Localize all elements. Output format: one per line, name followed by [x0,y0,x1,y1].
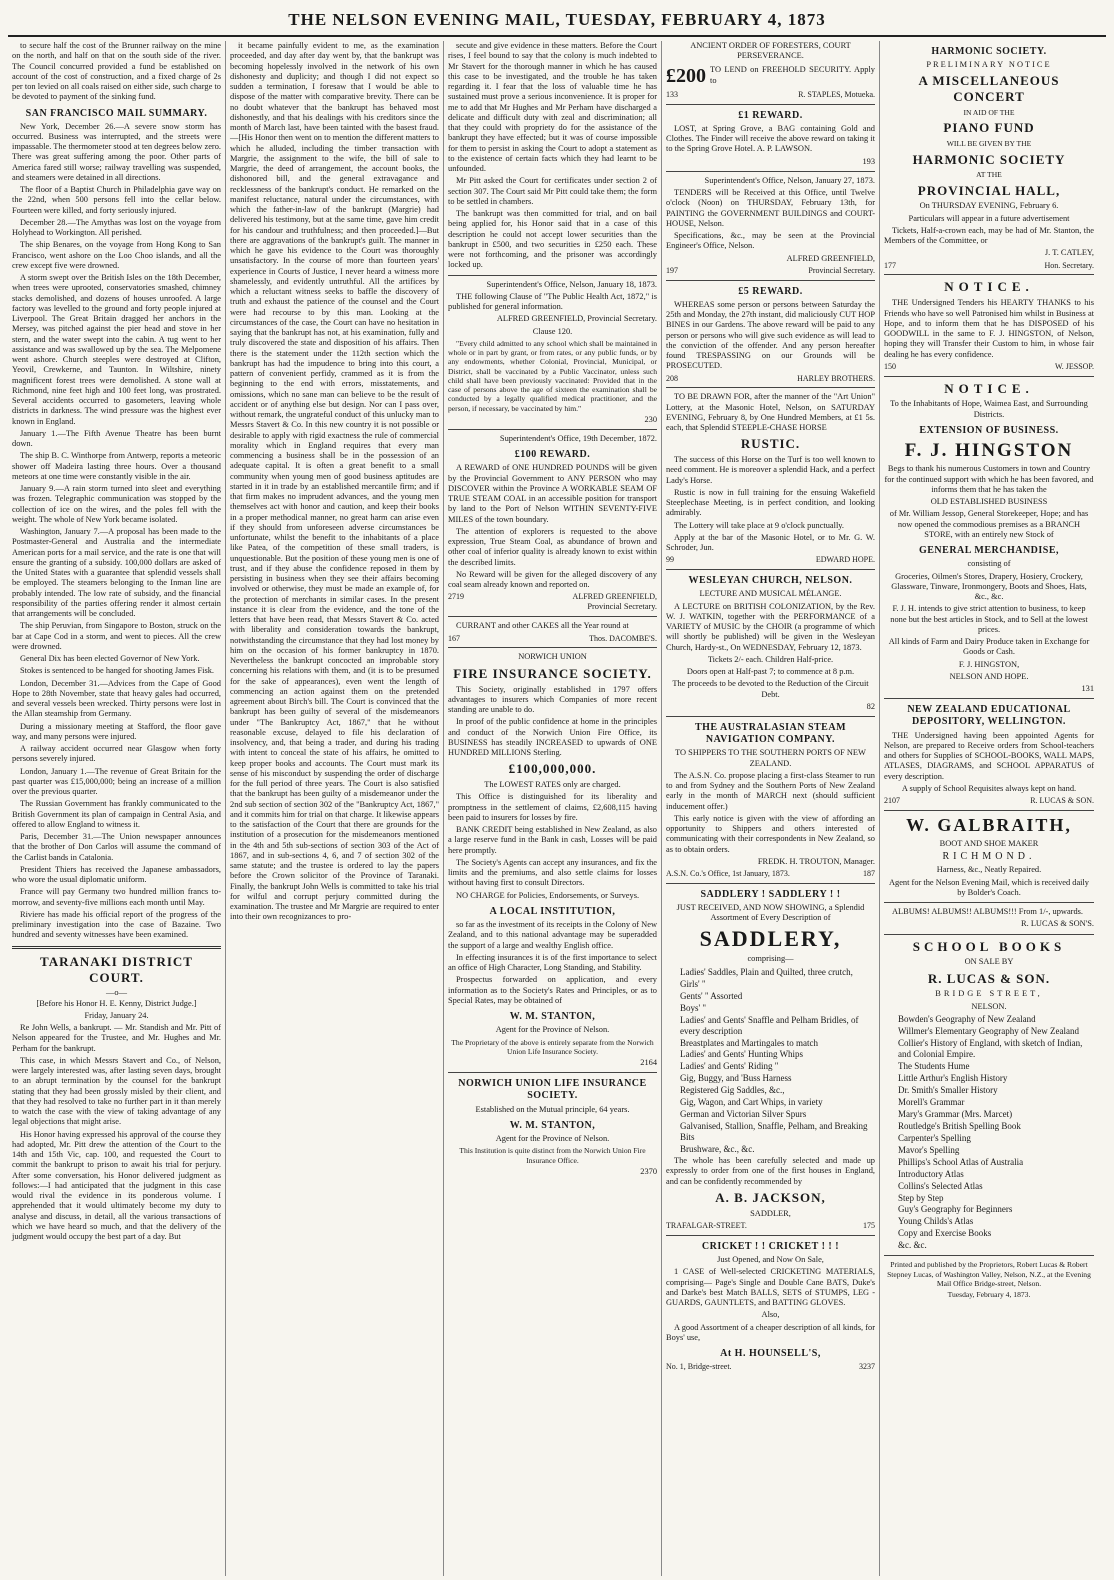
hingston-text-2: of Mr. William Jessop, General Storekeeper, Hope; and has now opened the commodious premises as a BRANCH STORE, with an entirely new Stock of [889,509,1089,539]
lecture-proceeds: The proceeds to be devoted to the Reduction of the Circuit Debt. [672,679,869,699]
paragraph: Re John Wells, a bankrupt. — Mr. Standish and Mr. Pitt of Nelson appeared for the Trustee, and Mr. Hughes and Mr. Perham for the bankrupt. [12,1023,221,1053]
divider [666,280,875,281]
paragraph: The ship B. C. Winthorpe from Antwerp, reports a meteoric shower off Madeira lasting three hours. Over a thousand meteors at one time were constantly visible in the air. [12,451,221,481]
section-heading: SAN FRANCISCO MAIL SUMMARY. [25,107,208,119]
court-heading: TARANAKI DISTRICT COURT. [40,953,193,985]
life-insurance-heading: NORWICH UNION LIFE INSURANCE SOCIETY. [458,1078,647,1102]
steam-navigation-heading: THE AUSTRALASIAN STEAM NAVIGATION COMPANY. [694,722,847,746]
divider [666,569,875,570]
notice-office: Superintendent's Office, 19th December, 1872. [499,434,657,443]
cricket-heading: CRICKET ! ! CRICKET ! ! ! [701,1240,840,1252]
paragraph: London, December 31.—Advices from the Cape of Good Hope to 28th November, state that heavy gales had occurred, and several vessels been wrecked. Thirty persons were lost in the Allan steamship from Germany. [12,678,221,719]
ad-number: 2164 [640,1058,657,1068]
insurance-text [448,685,657,759]
hop-bines-text: WHEREAS some person or persons between Saturday the 25th and Monday, the 27th instant, did maliciously CUT HOP BINES in our Gardens. The above reward will be paid to any person or persons who will give such evidence as will lead to the conviction of the offender. And any person hereafter found TRESPASSING on our Grounds will be PROSECUTED. [666,299,875,371]
life-insurance-role: Agent for the Province of Nelson. [495,1134,610,1144]
lecture-doors: Doors open at Half-past 7; to commence at 8 p.m. [686,667,855,677]
list-item: Morell's Grammar [898,1096,965,1107]
saddlery-comprising: comprising— [747,954,794,964]
galbraith-trade: BOOT AND SHOE MAKER [939,838,1039,848]
paragraph: The success of this Horse on the Turf is too well known to need comment. He is moreover a splendid Hack, and a perfect Lady's Horse. [666,455,875,485]
school-books-sale: ON SALE BY [964,957,1014,967]
ad-number: 2107 [884,796,900,806]
list-item: Brushware, &c., &c. [680,1144,755,1155]
paragraph: The Society's Agents can accept any insurances, and fix the limits and the premiums, and also settle claims for losses without having first to consult Directors. [448,857,657,888]
school-books-heading: SCHOOL BOOKS [912,938,1066,954]
list-item: Girls' " [680,978,706,989]
ad-number: 150 [884,361,896,371]
paragraph: The attention of explorers is requested to the above expression, True Steam Coal, as abundance of brown and other coal of inferior quality is already known to exist within the described limits. [448,526,657,567]
hingston-name: F. J. HINGSTON [904,440,1074,462]
church-heading: WESLEYAN CHURCH, NELSON. [688,575,853,587]
concert-particulars: Particulars will appear in a future advertisement [908,213,1070,223]
list-item: Willmer's Elementary Geography of New Zealand [898,1025,1079,1036]
list-item: Carpenter's Spelling [898,1132,971,1143]
divider [884,274,1094,275]
paragraph: The Lottery will take place at 9 o'clock punctually. [674,520,845,530]
paragraph: so far as the investment of its receipts in the Colony of New Zealand, and to this national advantage may be superadded the support of a large and wealthy English office. [448,920,657,950]
paragraph: London, January 1.—The revenue of Great Britain for the past quarter was £15,000,000; being an increase of a million over the previous quarter. [12,766,221,797]
paragraph: Rustic is now in full training for the ensuing Wakefield Steeplechase Meeting, is in perfect condition, and looking admirably. [666,487,875,518]
life-insurance-text: Established on the Mutual principle, 64 years. [475,1104,630,1114]
paragraph: The bankrupt was then committed for trial, and on bail being applied for, his Honor said that in a case of this description he could not accept lower securities than the bankrupt in £500, and two securities in £250 each. These were not forthcoming, and the prisoner was accordingly locked up. [448,209,657,270]
insurance-heading: NORWICH UNION [518,652,587,662]
notice-office: Superintendent's Office, Nelson, January 18, 1873. [486,279,657,289]
list-item: Gig, Buggy, and 'Buss Harness [680,1073,792,1084]
hingston-old-business: OLD ESTABLISHED BUSINESS [930,497,1048,507]
list-item: Dr. Smith's Smaller History [898,1084,998,1095]
concert-tickets: Tickets, Half-a-crown each, may be had of Mr. Stanton, the Members of the Committee, or [884,225,1094,246]
school-books-street: BRIDGE STREET, [935,989,1043,999]
cakes-signature: Thos. DACOMBE'S. [589,633,657,643]
cricket-also: Also, [761,1310,780,1320]
list-item: Galvanised, Stallion, Snaffle, Pelham, and Breaking Bits [680,1121,868,1143]
depository-text: THE Undersigned having been appointed Agents for Nelson, are prepared to Receive orders from School-teachers and others for Supplies of SCHOOL-BOOKS, WALL MAPS, ATLASES, DIAGRAMS, and SCHOOL APPARATUS of every description. [884,730,1094,781]
intro-paragraph: to secure half the cost of the Brunner railway on the mine on the north, and half on that on the south side of the river. The Council concurred provided a fund be established on account of the cost of construction, and a fixed charge of 2s per ton levied on all coals raised on either side, such charge to be devoted to payment of the sinking fund. [12,41,221,102]
court-date: Friday, January 24. [84,1010,149,1020]
divider [884,1255,1094,1256]
list-item: Collins's Selected Atlas [898,1180,983,1191]
divider [666,1235,875,1236]
life-insurance-note: This Institution is quite distinct from the Norwich Union Fire Insurance Office. [459,1146,646,1165]
paragraph: No Reward will be given for the alleged discovery of any coal seam already known and reported on. [448,569,657,590]
notice-heading: NOTICE. [944,380,1034,396]
list-item: Copy and Exercise Books [898,1228,992,1239]
paragraph: BANK CREDIT being established in New Zealand, as also a large reserve fund in the Bank in cash, Losses will be paid here promptly. [448,825,657,855]
ad-number: 197 [666,265,678,275]
extension-heading: EXTENSION OF BUSINESS. [919,424,1059,436]
galbraith-place: RICHMOND. [942,851,1036,863]
ad-number: 3237 [859,1362,875,1372]
notice-signature: ALFRED GREENFIELD, [572,592,657,602]
reward-text [448,463,657,590]
divider [666,883,875,884]
saddlery-text: The whole has been carefully selected and made up expressly to order from one of the first houses in England, and can be confidently recommended by [666,1156,875,1186]
paragraph: Riviere has made his official report of the progress of the preliminary investigation into the case of Bazaine. Two hundred and seventy witnesses have been examined. [12,909,221,940]
school-books-place: NELSON. [971,1001,1007,1011]
saddlery-items [666,967,875,1156]
depository-signature: R. LUCAS & SON. [1030,796,1094,806]
paragraph: This case, in which Messrs Stavert and Co., of Nelson, were largely interested was, after lasting seven days, brought to an abrupt termination by the counsel for the bankrupt stating that they had been grossly misled by their client, and that they had resolved to take no further part in it than merely to watch the case with the view of taking advantage of any legal objections that might arise. [12,1055,221,1127]
concert-role: Hon. Secretary. [1044,260,1094,270]
ad-number: 2719 [448,592,464,602]
ad-number: 99 [666,555,674,565]
steam-navigation-signature: FREDK. H. TROUTON, Manager. [757,856,875,866]
columns [8,41,1106,1576]
saddlery-heading: SADDLERY ! SADDLERY ! ! [700,888,841,900]
saddlery-subheading: JUST RECEIVED, AND NOW SHOWING, a Splendid Assortment of Every Description of [676,903,865,923]
insurance-text-3 [448,920,657,1006]
column-3 [444,41,662,1576]
divider [666,104,875,105]
loan-amount: £200 [666,64,706,87]
cricket-address: No. 1, Bridge-street. [666,1362,732,1372]
news-list [12,122,221,941]
depository-heading: NEW ZEALAND EDUCATIONAL DEPOSITORY, WELLINGTON. [907,704,1071,728]
paragraph: The ship Peruvian, from Singapore to Boston, struck on the bar at Cape Cod in a storm, and went to pieces. All the crew were drowned. [12,621,221,651]
insurance-amount: £100,000,000. [508,761,597,777]
paragraph: Washington, January 7.—A proposal has been made to the Postmaster-General and Australia and the intermediate American ports for a mail service, and the rate is one that will ensure the granting of a subsidy. 100,000 dollars are asked of the United States with a guarantee that splendid vessels shall be employed. The steamers belonging to the Inman line are probably intended. The low rate of subsidy, and the financial responsibility of the parties offering render it almost certain that arrangements will be concluded. [12,527,221,619]
notice-heading: NOTICE. [944,279,1034,295]
saddlery-title: SADDLERY, [699,925,842,951]
paragraph: NO CHARGE for Policies, Endorsements, or Surveys. [456,890,640,900]
divider [884,902,1094,903]
hop-bines-signature: HARLEY BROTHERS. [797,373,875,383]
reward-heading: £1 REWARD. [738,109,803,121]
court-report-end [448,41,657,271]
list-item: Mavor's Spelling [898,1144,960,1155]
reward-heading: £100 REWARD. [514,449,591,461]
list-item: Guy's Geography for Beginners [898,1204,1013,1215]
hingston-signature: F. J. HINGSTON, [958,659,1020,669]
galbraith-text: Harness, &c., Neatly Repaired. [936,865,1042,875]
paragraph: General Dix has been elected Governor of New York. [20,654,200,664]
concert-signature: J. T. CATLEY, [1044,248,1094,258]
notice-signature: ALFRED GREENFIELD, [786,253,875,263]
list-item: Step by Step [898,1192,944,1203]
paragraph: A railway accident occurred near Glasgow when forty persons severely injured. [12,744,221,764]
list-item: Mary's Grammar (Mrs. Marcet) [898,1108,1013,1119]
ad-number: 133 [666,89,678,99]
divider [448,647,657,648]
list-item: The Students Hume [898,1060,970,1071]
paragraph: secute and give evidence in these matters. Before the Court rises, I feel bound to say that the colony is much indebted to Mr Stavert for the thorough manner in which he has caused this case to be investigated, and the trouble he has taken regarding it. I fear that the loss of valuable time he has sustained must prove a serious inconvenience. It is proper for me to add that Mr Hughes and Mr Perham have discharged a delicate and difficult duty with zeal and discrimination; all that they could with propriety do for the assistance of the bankrupt they have effected; but it was of course impossible for them to persist in asking the Court to adopt a statement as to the existence of certain facts which they had learnt to be unfounded. [448,41,657,173]
insurance-text-2 [448,792,657,901]
foresters-heading: ANCIENT ORDER OF FORESTERS, COURT PERSEVERANCE. [690,41,851,61]
concert-date: On THURSDAY EVENING, February 6. [919,201,1059,211]
notice-text: THE following Clause of "The Public Health Act, 1872," is published for general information. [448,291,657,311]
paragraph: A REWARD of ONE HUNDRED POUNDS will be given by the Provincial Government to ANY PERSON who may DISCOVER within the Province A WORKABLE SEAM OF TRUE STEAM COAL in an accessible position for transport by land to the Port of Nelson WITHIN SEVENTY-FIVE MILES of the town boundary. [448,463,657,524]
merchandise-heading: GENERAL MERCHANDISE, [918,545,1060,557]
court-report-continued [230,41,439,923]
merchandise-list: Groceries, Oilmen's Stores, Drapery, Hosiery, Crockery, Glassware, Tinware, Ironmongery, Boots and Shoes, Hats, &c., &c. [891,571,1087,601]
paragraph: Paris, December 31.—The Union newspaper announces that the brother of Don Carlos will assume the command of the Carlist bands in Catalonia. [12,832,221,862]
jessop-notice-text: THE Undersigned Tenders his HEARTY THANKS to his Friends who have so well Patronised him whilst in Business at Hope, and to inform them that he has DISPOSED of his GOODWILL in the same to F. J. HINGSTON, of Nelson, hoping they will Transfer their Custom to him, in whose fair dealing he has every confidence. [884,298,1094,359]
paragraph: President Thiers has received the Japanese ambassadors, who wore the usual diplomatic uniform. [12,864,221,885]
masthead: THE NELSON EVENING MAIL, TUESDAY, FEBRUARY 4, 1873 [8,6,1106,37]
preliminary-notice: PRELIMINARY NOTICE [926,60,1052,70]
column-5 [880,41,1098,1576]
cricket-text-2: A good Assortment of a cheaper description of all kinds, for Boys' use, [666,1322,875,1342]
steam-navigation-office: A.S.N. Co.'s Office, 1st January, 1873. [666,869,790,879]
divider [884,810,1094,811]
lottery-signature: EDWARD HOPE. [815,555,875,565]
cakes-text: CURRANT and other CAKES all the Year round at [456,621,629,631]
saddler-address: TRAFALGAR-STREET. [666,1221,747,1231]
ad-number: 175 [863,1221,875,1231]
steam-navigation-subheading: TO SHIPPERS TO THE SOUTHERN PORTS OF NEW ZEALAND. [675,748,866,768]
cricket-subheading: Just Opened, and Now On Sale, [717,1255,824,1264]
insurance-note: The Proprietary of the above is entirely separate from the Norwich Union Life Insurance Society. [451,1037,654,1056]
paragraph: it became painfully evident to me, as the examination proceeded, and day after day went by, that the bankrupt was becoming hopelessly involved in the network of his own dishonesty and duplicity; and though I did not expect so sudden a termination, I foresaw that I would be able to dispose of the matter with comparative brevity. There can be no doubt whatever that the bankrupt has behaved most dishonestly, and that his dealings with his creditors since the month of March last, have been tainted with the basest fraud.—[His Honor then went on to mention the different matters to which he alluded, including the timber transaction with Margrie, the assignment to the wife, the bill of sale to Margrie, the deed of arrangement, the account books, the dishonored bill, and the general extravagance and recklessness of the bankrupt's conduct. He remarked on the manifest reluctance, natural under the circumstances, with which the father-in-law of the bankrupt (Margrie) had delivered his testimony, but at the same time, gave him credit for his candour and truthfulness; and then proceeded.]—But there are aggravations of the bankrupt's guilt. The manner in which he gave his evidence to the Court was thoroughly unsatisfactory. In the course of more than fourteen years' experience in Courts of Justice, I never heard a witness more shamelessly, and evidently untruthful. All the artifices by which a reluctant witness seeks to baffle the discovery of truth and exhaust the patience of the counsel and the Court were had recourse to by this man. Looking at the circumstances of the case, the Court can have no hesitation in saying that the bankrupt has not, at his examination, fully and truly discovered the state and disposition of his affairs. Then there is the statement under the 112th section which the bankrupt has had the impudence to bring into this court, a pattern of convenient perfidy, crammed as it is from the beginning to the end with errors, misstatements, and omissions, which no sane man can believe to be the result of accident or of anything else but design. Nor can I pass over, without remark, the ungrateful conduct of this unlucky man to Messrs Stavert & Co. In this new country it is not possible or desirable to apply with rigid exactness the rule of commercial morality which in England requires that every man commencing a business shall be in the possession of an adequate capital. It is often a great benefit to a small community when young men of good business aptitudes are started in it in trade by an established mercantile firm; and if that firm makes no imprudent advances, and the young men themselves act with honor and caution, and keep their books in a proper methodical manner, no great harm can arise even if they should from unforeseen adverse circumstances be unfortunate, whilst the benefit to the inhabitants of a place like Patea, of the competition of these small traders, is unquestionable. But the position of these young men is one of trust, and if they abuse the confidence reposed in them by persisting in business when they see their affairs becoming involved or otherwise, they must be made an example of, for the protection of merchants in similar cases. In the present instance it is clear from the evidence, and the tone of the letters that have been read, that Messrs Stavert & Co. acted with liberality and consideration towards the bankrupt, notwithstanding the circumstance that they had lost money by him on the occasion of his former bankruptcy in 1870. Nevertheless the bankrupt concocted an improbable story concerning his relations with them, and (it is to be presumed for the sake of appearances), even went the length of commencing an action against them on the pretended agreement about Birch's bill. The Court is convinced that the bankrupt has been guilty of several of the misdemeanors under "The Bankruptcy Act, 1867," that he without reasonable excuse, delayed to file his declaration of insolvency, and, that being a trader, and during his trading with intent to conceal the state of his affairs, he omitted to keep proper books and accounts. The Court must mark its sense of his misconduct by suspending the order of discharge for the full period of three years. The Court is also satisfied that the bankrupt has been guilty of a misdemeanor under the 2nd sub section of section 302 of the "Bankruptcy Act, 1867," and it commits him for trial on that charge. It likewise appears to the satisfaction of the Court that there are grounds for the institution of a prosecution for the misdemeanors mentioned in the 4th and 5th sub-sections of section 303 of the Act of 1867, and in sub-sections 4, 6, and 7 of section 302 of the same statute; and the trustee is ordered to lay the papers before the Crown solicitor of the Province of Taranaki. Finally, the bankrupt John Wells is committed to take his trial for wilful and corrupt perjury committed during the examination. The trustee and Mr Margrie are required to enter into their own recognizances to pro- [230,41,439,922]
ad-number: 177 [884,260,896,270]
column-4 [662,41,880,1576]
concert-at: AT THE [976,170,1002,180]
paragraph: During a missionary meeting at Stafford, the floor gave way, and many persons were injured. [12,721,221,741]
divider [448,1072,657,1073]
list-item: Phillips's School Atlas of Australia [898,1156,1024,1167]
church-subheading: LECTURE AND MUSICAL MÉLANGE. [699,589,842,599]
list-item: Routledge's British Spelling Book [898,1120,1021,1131]
paragraph: France will pay Germany two hundred million francs to-morrow, and seventy-five millions each month until May. [12,887,221,907]
list-item: Registered Gig Saddles, &c., [680,1085,785,1096]
divider [884,376,1094,377]
list-item: Young Childs's Atlas [898,1216,974,1227]
hingston-text-4: All kinds of Farm and Dairy Produce taken in Exchange for Goods or Cash. [888,637,1090,657]
loan-text: TO LEND on FREEHOLD SECURITY. Apply to [710,65,875,85]
insurance-agent: W. M. STANTON, [509,1011,596,1023]
cricket-seller: At H. HOUNSELL'S, [720,1348,821,1359]
galbraith-text-2: Agent for the Nelson Evening Mail, which is received daily by Bolder's Coach. [888,877,1089,897]
hingston-place: NELSON AND HOPE. [949,671,1029,681]
list-item: Ladies' and Gents' Hunting Whips [680,1049,804,1060]
imprint: Printed and published by the Proprietors, Robert Lucas & Robert Stepney Lucas, of Washington Valley, Nelson, N.Z., at the Evening Mail Office Bridge-street, Nelson. [887,1260,1091,1288]
divider [666,716,875,717]
albums-signature: R. LUCAS & SON'S. [1021,919,1094,929]
notice-addressee: To the Inhabitants of Hope, Waimea East, and Surrounding Districts. [890,399,1088,419]
paragraph: This early notice is given with the view of affording an opportunity to Shippers and others interested of communicating with their correspondents in New Zealand, so as to obtain orders. [666,813,875,854]
saddler-role: SADDLER, [750,1208,791,1218]
notice-role: Provincial Secretary. [808,265,875,275]
divider [12,946,221,949]
insurance-rates: The LOWEST RATES only are charged. [484,780,621,790]
galbraith-name: W. GALBRAITH, [906,814,1072,835]
list-item: Little Arthur's English History [898,1072,1008,1083]
paragraph: The floor of a Baptist Church in Philadelphia gave way on the 22nd, when 500 persons fell into the cellar below. Fourteen were killed, and forty seriously injured. [12,185,221,215]
paragraph: In effecting insurances it is of the first importance to select an office of High Character, Long Standing, and Stability. [448,952,657,973]
horse-name: RUSTIC. [740,436,801,452]
life-insurance-agent: W. M. STANTON, [509,1119,596,1131]
piano-fund: PIANO FUND [943,120,1035,136]
ad-number: 167 [448,633,460,643]
paragraph: This Office is distinguished for its liberality and promptness in the settlement of claims, £2,608,115 having been paid to insurers for losses by fire. [448,792,657,822]
concert-title: A MISCELLANEOUS CONCERT [918,73,1060,105]
imprint-date: Tuesday, February 4, 1873. [947,1290,1031,1300]
hingston-text: Begs to thank his numerous Customers in town and Country for the continued support with which he has been favored, and informs them that he has taken the [884,464,1094,494]
divider [448,275,657,276]
divider [666,387,875,388]
saddler-name: A. B. JACKSON, [715,1189,826,1205]
depository-text-2: A supply of School Requisites always kept on hand. [901,783,1077,793]
notice-role: Provincial Secretary. [587,602,657,612]
loan-signature: R. STAPLES, Motueka. [798,89,875,99]
school-books-list [884,1014,1094,1251]
paragraph: The Russian Government has frankly communicated to the British Government its plan of campaign in Central Asia, and offered to allow England to witness it. [12,799,221,829]
steam-navigation-text [666,771,875,855]
tenders-text: TENDERS will be Received at this Office, until Twelve o'clock (Noon) on THURSDAY, February 13th, for PAINTING the GOVERNMENT BUILDINGS and COURT-HOUSE, Nelson. [666,188,875,228]
notice-office: Superintendent's Office, Nelson, January 27, 1873. [704,175,875,185]
list-item: Gents' " Assorted [680,990,743,1001]
ad-number: 82 [866,701,875,711]
insurance-agent-role: Agent for the Province of Nelson. [495,1025,610,1035]
ad-number: 187 [863,869,875,879]
merchandise-consisting: consisting of [967,559,1011,569]
lottery-text: TO BE DRAWN FOR, after the manner of the "Art Union" Lottery, at the Masonic Hotel, Nelson, on SATURDAY EVENING, February 8, by One Hundred Members, at £1 5s. each, that Splendid STEEPLE-CHASE HORSE [666,392,875,433]
list-item: Bowden's Geography of New Zealand [898,1013,1036,1024]
list-item: German and Victorian Silver Spurs [680,1109,807,1120]
ad-number: 208 [666,373,678,383]
reward-heading: £5 REWARD. [738,285,803,297]
list-item: Ladies' and Gents' Snaffle and Pelham Bridles, of every description [680,1014,859,1036]
provincial-hall: PROVINCIAL HALL, [917,182,1061,198]
paragraph: Apply at the bar of the Masonic Hotel, or to Mr. G. W. Schroder, Jun. [666,532,875,553]
insurance-title: FIRE INSURANCE SOCIETY. [453,665,652,681]
paragraph: January 1.—The Fifth Avenue Theatre has been burnt down. [12,428,221,449]
list-item: Ladies' and Gents' Riding " [680,1061,779,1072]
paragraph: Stokes is sentenced to be hanged for shooting James Fisk. [20,666,214,676]
albums-text: ALBUMS! ALBUMS!! ALBUMS!!! From 1/-, upwards. [892,907,1083,917]
concert-given: WILL BE GIVEN BY THE [946,139,1032,149]
paragraph: January 9.—A rain storm turned into sleet and everything was frozen. Telegraphic communication was stopped by the collection of ice on the wires, and the poles fell with the weight. The whole of New York became isolated. [12,484,221,524]
hingston-text-3: F. J. H. intends to give strict attention to business, to keep none but the best articles in Stock, and to Sell at the lowest prices. [890,604,1088,634]
notice-quote: "Every child admitted to any school which shall be maintained in whole or in part by grant, or from rates, or any public funds, or by any endowments, whether Colonial, Provincial, Municipal, or District, shall be vaccinated by a Public Vaccinator, unless such child shall have been previously vaccinated: Provided that in the case of persons above the age of sixteen the examination shall be conducted by a legally qualified medical practitioner, and the person, if necessary, be vaccinated by him." [448,338,657,413]
list-item: Collier's History of England, with sketch of Indian, and Colonial Empire. [898,1037,1083,1059]
paragraph: Prospectus forwarded on application, and every information as to the Society's Rates and Principles, or as to Special Rates, may be obtained of [448,975,657,1005]
ad-number: 230 [644,414,657,424]
school-books-seller: R. LUCAS & SON. [927,970,1051,986]
lecture-text: A LECTURE on BRITISH COLONIZATION, by the Rev. W. J. WATKIN, together with the PERFORMANCE of a VARIETY of MUSIC by the CHOIR (a programme of which will shortly be published) will be given in the Wesleyan Church, Hardy-st., On WEDNESDAY, February 12, 1873. [666,601,875,652]
ad-number: 193 [862,156,875,166]
divider [884,934,1094,935]
ad-number: 2370 [640,1166,657,1176]
list-item: Gig, Wagon, and Cart Whips, in variety [680,1097,823,1108]
court-report [12,1023,221,1242]
paragraph: The ship Benares, on the voyage from Hong Kong to San Francisco, went ashore on the Loo Choo islands, and all the crew except five were drowned. [12,240,221,270]
list-item: Introductory Atlas [898,1168,964,1179]
harmonic-heading: HARMONIC SOCIETY. [931,46,1047,57]
paragraph: In proof of the public confidence at home in the principles and conduct of the Norwich Union Fire Office, its BUSINESS has steadily INCREASED to upwards of ONE HUNDRED MILLIONS Sterling. [448,717,657,758]
paragraph: New York, December 26.—A severe snow storm has occurred. Business was interrupted, and the streets were impassable. The thermometer stood at ten degrees below zero. There was great suffering among the poor. Other parts of America fared still worse; railway travelling was suspended, and steamers were detained in all directions. [12,121,221,182]
divider [448,616,657,617]
list-item: Breastplates and Martingales to match [680,1037,818,1048]
divider [884,698,1094,699]
lecture-tickets: Tickets 2/- each. Children Half-price. [707,654,834,664]
lottery-details [666,455,875,553]
list-item: Ladies' Saddles, Plain and Quilted, three crutch, [680,966,853,977]
divider [666,171,875,172]
paragraph: A storm swept over the British Isles on the 18th December, when trees were uprooted, conservatories smashed, chimney stacks demolished, and dozens of houses unroofed. A large factory was levelled to the ground and forty people injured at Liverpool. The Great Britain dragged her anchors in the Mersey, was pitched against the pier head and stove in her stern, and the water swept into the cabin. A tug went to her assistance and was swallowed up by the sea. The Melpomene went ashore. Church steeples were destroyed at Clifton, Yeovil, Crewkerne, and Taunton. In Wiltshire, ninety magnificent forest trees were demolished. A stone wall at Richmond, nine feet high and 100 feet long, was prostrated. Several accidents occurred to gasometers, leaving whole districts in darkness. The wind pressure was the highest ever known in England. [12,273,221,426]
paragraph: His Honor having expressed his approval of the course they had adopted, Mr. Pitt drew the attention of the Court to the 14th and 15th Vic, cap. 100, and requested the Court to commit the bankrupt to prison to await his trial for perjury. After some conversation, his Honor delivered judgment as follows:—I had anticipated that the judgment in this case would rival the evidence in its ponderous volume. I apprehended that it would ultimately become my duty to analyse and discuss, in detail, all the various transactions of which we have heard so much, and that the delivery of the judgment would occupy the best part of a day. But [12,1129,221,1242]
list-item: Boys' " [680,1002,707,1013]
divider [448,429,657,430]
column-2 [226,41,444,1576]
ad-number: 131 [1081,684,1094,693]
insurance-local: A LOCAL INSTITUTION, [489,905,616,917]
notice-clause: Clause 120. [532,326,573,336]
court-judge: [Before his Honor H. E. Kenny, District Judge.] [36,998,197,1008]
paragraph: This Society, originally established in 1797 offers advantages to insurers which Companies of more recent standing are unable to do. [448,684,657,715]
cricket-text: 1 CASE of Well-selected CRICKETING MATERIALS, comprising— Page's Single and Double Cane BATS, Duke's and Darke's best Match BALLS, SETS of STUMPS, LEG - GUARDS, GAUNTLETS, and BATTING GLOVES. [666,1267,875,1307]
court-separator: —o— [106,988,127,998]
paragraph: The A.S.N. Co. propose placing a first-class Steamer to run to and from Sydney and the Southern Ports of New Zealand early in the month of MARCH next (should sufficient inducement offer.) [666,770,875,811]
concert-aid: IN AID OF THE [963,108,1015,118]
notice-signature: ALFRED GREENFIELD, Provincial Secretary. [496,314,657,324]
jessop-signature: W. JESSOP. [1054,361,1094,371]
paragraph: December 28.—The Amythas was lost on the voyage from Holyhead to Workington. All perished. [12,217,221,238]
harmonic-society: HARMONIC SOCIETY [912,151,1066,167]
list-item: &c. &c. [898,1240,927,1251]
tenders-text-2: Specifications, &c., may be seen at the Provincial Engineer's Office, Nelson. [666,231,875,251]
column-1 [8,41,226,1576]
paragraph: Mr Pitt asked the Court for certificates under section 2 of section 307. The Court said Mr Pitt could take them; the form to be settled in chambers. [448,176,657,206]
lost-bag-text: LOST, at Spring Grove, a BAG containing Gold and Clothes. The Finder will receive the above reward on taking it to the Spring Grove Hotel. A. P. LAWSON. [666,123,875,154]
